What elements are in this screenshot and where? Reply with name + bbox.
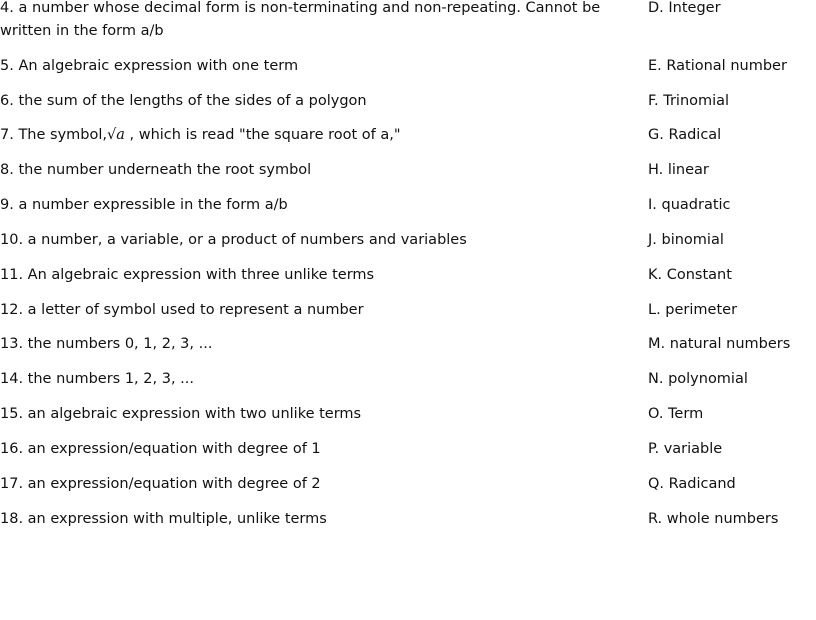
term-d: D. Integer [648, 0, 721, 16]
definition-16: 16. an expression/equation with degree of 1 [0, 441, 321, 457]
definition-13: 13. the numbers 0, 1, 2, 3, ... [0, 336, 213, 352]
term-f: F. Trinomial [648, 93, 730, 109]
term-e: E. Rational number [648, 58, 787, 74]
definition-7-prefix: 7. The symbol, [0, 127, 107, 143]
definition-7-suffix: , which is read "the square root of a," [124, 127, 401, 143]
definition-5: 5. An algebraic expression with one term [0, 58, 299, 74]
definition-9: 9. a number expressible in the form a/b [0, 197, 288, 213]
term-n: N. polynomial [648, 371, 748, 387]
definition-14: 14. the numbers 1, 2, 3, ... [0, 371, 194, 387]
definition-17: 17. an expression/equation with degree of 2 [0, 476, 321, 492]
term-p: P. variable [648, 441, 723, 457]
term-g: G. Radical [648, 127, 722, 143]
definition-11: 11. An algebraic expression with three unlike terms [0, 267, 375, 283]
term-h: H. linear [648, 162, 709, 178]
square-root-symbol: √a [107, 127, 125, 143]
term-m: M. natural numbers [648, 336, 791, 352]
definition-6: 6. the sum of the lengths of the sides of a polygon [0, 93, 367, 109]
definition-4: 4. a number whose decimal form is non-terminating and non-repeating. Cannot be written in the form a/b [0, 0, 601, 39]
definition-10: 10. a number, a variable, or a product of numbers and variables [0, 232, 467, 248]
term-q: Q. Radicand [648, 476, 736, 492]
definition-15: 15. an algebraic expression with two unlike terms [0, 406, 362, 422]
term-r: R. whole numbers [648, 511, 779, 527]
term-o: O. Term [648, 406, 704, 422]
definition-12: 12. a letter of symbol used to represent a number [0, 302, 364, 318]
term-k: K. Constant [648, 267, 732, 283]
term-j: J. binomial [648, 232, 724, 248]
term-i: I. quadratic [648, 197, 731, 213]
definition-8: 8. the number underneath the root symbol [0, 162, 312, 178]
definition-7 [0, 124, 401, 147]
definition-18: 18. an expression with multiple, unlike terms [0, 511, 327, 527]
term-l: L. perimeter [648, 302, 738, 318]
